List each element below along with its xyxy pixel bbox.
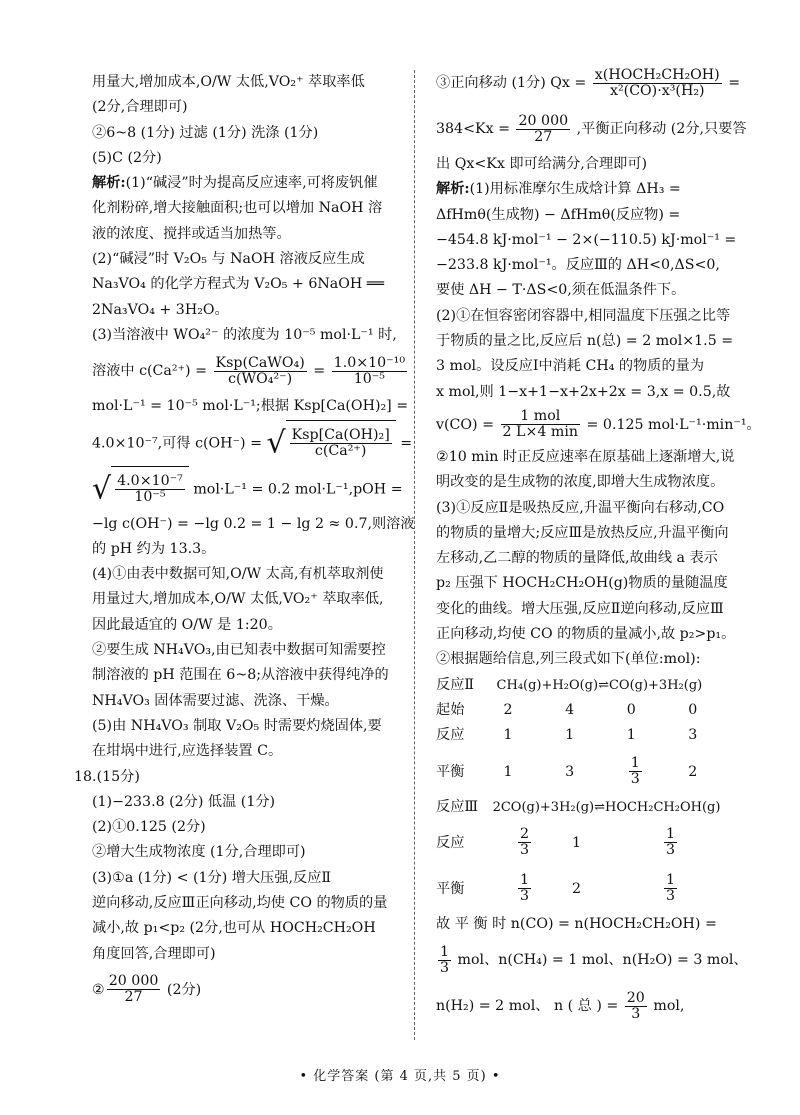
text-line: 减小,故 p₁<p₂ (2分,也可从 HOCH₂CH₂OH	[92, 920, 376, 937]
text-line: ②增大生成物浓度 (1分,合理即可)	[92, 844, 306, 861]
text-line: −233.8 kJ·mol⁻¹。反应Ⅲ的 ΔH<0,ΔS<0,	[436, 257, 720, 274]
text-line: ②10 min 时正反应速率在原基础上逐渐增大,说	[436, 448, 735, 465]
text-line: ΔfHmθ(生成物) − ΔfHmθ(反应物) =	[436, 206, 681, 223]
table-row: 平衡 1 3 $\frac{1}{3}$ 2	[436, 755, 698, 788]
text-line: 明改变的是生成物的浓度,即增大生成物浓度。	[436, 474, 725, 491]
fraction: $\frac{1}{3}$	[630, 755, 640, 788]
formula-line: ② $\frac{20 000}{27}$ (2分)	[92, 973, 202, 1006]
text-line: 变化的曲线。增大压强,反应Ⅱ逆向移动,反应Ⅲ	[436, 600, 724, 617]
fraction: $\frac{2}{3}$	[520, 826, 530, 859]
text-line: ②要生成 NH₄VO₃,由已知表中数据可知需要控	[92, 642, 386, 659]
text-line: (2分,合理即可)	[92, 99, 188, 116]
text-line: (3)①反应Ⅱ是吸热反应,升温平衡向右移动,CO	[436, 499, 725, 516]
text-line: 角度回答,合理即可)	[92, 945, 216, 962]
text-line: (4)①由表中数据可知,O/W 太高,有机萃取剂使	[92, 566, 384, 583]
fraction: $\frac{1}{3}$	[666, 826, 676, 859]
fraction: $\frac{\text{Ksp[Ca(OH)₂]}}{\text{c(Ca²⁺)}}$	[291, 427, 390, 460]
reaction-ii-header	[436, 673, 728, 698]
table-row: 反应 $\frac{2}{3}$ 1 $\frac{1}{3}$	[436, 826, 676, 859]
text-line: (1)−233.8 (2分) 低温 (1分)	[92, 793, 276, 810]
formula-line: √ $\frac{\text{4.0×10⁻⁷}}{\text{10⁻⁵}}$ mol·L⁻¹ = 0.2 mol·L⁻¹,pOH =	[92, 466, 397, 512]
formula-line: n(H₂) = 2 mol、 n ( 总 ) = $\frac{20}{3}$ mol,	[436, 989, 685, 1022]
column-divider	[414, 70, 415, 1040]
analysis-label: 解析:	[92, 175, 126, 192]
fraction: $\frac{20 000}{27}$	[518, 112, 569, 145]
text-line: 故 平 衡 时 n(CO) = n(HOCH₂CH₂OH) =	[436, 915, 717, 932]
text-line: (3)当溶液中 WO₄²⁻ 的浓度为 10⁻⁵ mol·L⁻¹ 时,	[92, 326, 397, 343]
sqrt-icon: √	[92, 471, 112, 507]
text-line: ②根据题给信息,列三段式如下(单位:mol):	[436, 651, 701, 668]
text-line: mol·L⁻¹ = 10⁻⁵ mol·L⁻¹;根据 Ksp[Ca(OH)₂] =	[92, 398, 409, 415]
reaction-equation: CH₄(g)+H₂O(g)⇌CO(g)+3H₂(g)	[496, 677, 703, 693]
reaction-iii-header	[436, 795, 728, 820]
page-footer: • 化学答案 (第 4 页,共 5 页) •	[299, 1069, 501, 1084]
fraction: $\frac{\text{1 mol}}{2 L\times 4 \min}$	[502, 408, 579, 441]
fraction: $\frac{1}{3}$	[520, 872, 530, 905]
table-row: 起始 2 4 0 0	[436, 701, 698, 718]
text-line: (5)由 NH₄VO₃ 制取 V₂O₅ 时需要灼烧固体,要	[92, 717, 382, 734]
analysis-line: 解析:(1)用标准摩尔生成焓计算 ΔH₃ =	[436, 181, 681, 198]
right-column	[436, 66, 761, 1029]
text-line: (2)①在恒容密闭容器中,相同温度下压强之比等	[436, 307, 731, 324]
formula-line: v(CO) = $\frac{\text{1 mol}}{2 L\times 4 \min}$ = 0.125 mol·L⁻¹·min⁻¹。	[436, 408, 761, 441]
text-line: 2Na₃VO₄ + 3H₂O。	[92, 301, 229, 318]
left-column	[74, 70, 415, 1013]
text-line: 3 mol。设反应Ⅰ中消耗 CH₄ 的物质的量为	[436, 358, 705, 375]
fraction: $\frac{\text{1.0×10⁻¹⁰}}{\text{10⁻⁵}}$	[333, 354, 406, 387]
fraction: $\frac{\text{4.0×10⁻⁷}}{\text{10⁻⁵}}$	[117, 473, 183, 506]
formula-line: 溶液中 c(Ca²⁺) = $\frac{\text{Ksp(CaWO₄)}}{\text{c(WO₄²⁻)}}$ = $\frac{\text{1.0×10⁻¹⁰}}{\text{10⁻⁵}}$	[92, 354, 406, 387]
text-line: 用量大,增加成本,O/W 太低,VO₂⁺ 萃取率低	[92, 74, 365, 90]
text-line: 化剂粉碎,增大接触面积;也可以增加 NaOH 溶	[92, 200, 383, 217]
text-line: (2)①0.125 (2分)	[92, 819, 206, 836]
fraction: $\frac{\text{Ksp(CaWO₄)}}{\text{c(WO₄²⁻)}}$	[215, 354, 305, 387]
analysis-label: 解析:	[436, 181, 470, 198]
text-line: (2)“碱浸”时 V₂O₅ 与 NaOH 溶液反应生成	[92, 251, 365, 268]
text-line: 因此最适宜的 O/W 是 1:20。	[92, 616, 282, 633]
fraction: $\frac{1}{3}$	[440, 943, 450, 976]
text-line: NH₄VO₃ 固体需要过滤、洗涤、干燥。	[92, 692, 339, 709]
text-line: 出 Qx<Kx 即可给满分,合理即可)	[436, 156, 648, 172]
fraction: $\frac{1}{3}$	[666, 872, 676, 905]
fraction: $\frac{20 000}{27}$	[108, 973, 159, 1006]
text-line: 液的浓度、搅拌或适当加热等。	[92, 225, 291, 242]
text-line: Na₃VO₄ 的化学方程式为 V₂O₅ + 6NaOH ══	[92, 276, 384, 293]
text-line: x mol,则 1−x+1−x+2x+2x = 3,x = 0.5,故	[436, 383, 731, 400]
table-row: 平衡 $\frac{1}{3}$ 2 $\frac{1}{3}$	[436, 872, 676, 905]
sqrt-icon: √	[266, 425, 286, 461]
text-line: −lg c(OH⁻) = −lg 0.2 = 1 − lg 2 ≈ 0.7,则溶液	[92, 515, 415, 532]
formula-line: 384<Kx = $\frac{20 000}{27}$ ,平衡正向移动 (2分,只要答	[436, 112, 747, 145]
text-line: 在坩埚中进行,应选择装置 C。	[92, 743, 283, 760]
fraction: $\frac{\text{x(HOCH₂CH₂OH)}}{\text{x²(CO)·x³(H₂)}}$	[594, 66, 720, 99]
question-number: 18.(15分)	[74, 768, 140, 785]
text-line: 要使 ΔH − T·ΔS<0,须在低温条件下。	[436, 282, 686, 299]
text-line: p₂ 压强下 HOCH₂CH₂OH(g)物质的量随温度	[436, 575, 728, 592]
text-line: 用量过大,增加成本,O/W 太低,VO₂⁺ 萃取率低,	[92, 591, 384, 608]
reaction-equation: 2CO(g)+3H₂(g)⇌HOCH₂CH₂OH(g)	[492, 799, 721, 815]
text-line: (5)C (2分)	[92, 149, 162, 166]
text-line: 正向移动,均使 CO 的物质的量减小,故 p₂>p₁。	[436, 626, 736, 643]
text-line: 于物质的量之比,反应后 n(总) = 2 mol×1.5 =	[436, 333, 734, 350]
reaction-label: 反应Ⅲ	[436, 798, 479, 815]
formula-line: $\frac{1}{3}$ mol、n(CH₄) = 1 mol、n(H₂O) = 3 mol、	[440, 943, 748, 976]
reaction-label: 反应Ⅱ	[436, 676, 475, 693]
analysis-line: 解析:(1)“碱浸”时为提高反应速率,可将废钒催	[92, 175, 378, 192]
table-row: 反应 1 1 1 3	[436, 727, 698, 744]
text-line: 的物质的量增大;反应Ⅲ是放热反应,升温平衡向	[436, 524, 729, 541]
text-line: (3)①a (1分) < (1分) 增大压强,反应Ⅱ	[92, 869, 332, 886]
text-line: 的 pH 约为 13.3。	[92, 540, 216, 557]
text-line: −454.8 kJ·mol⁻¹ − 2×(−110.5) kJ·mol⁻¹ =	[436, 231, 737, 248]
text-line: 左移动,乙二醇的物质的量降低,故曲线 a 表示	[436, 550, 718, 567]
text-line: 制溶液的 pH 范围在 6~8;从溶液中获得纯净的	[92, 667, 389, 684]
formula-line: ③正向移动 (1分) Qx = $\frac{\text{x(HOCH₂CH₂OH)}}{\text{x²(CO)·x³(H₂)}}$ =	[436, 66, 741, 99]
fraction: $\frac{20}{3}$	[626, 989, 645, 1022]
text-line: ②6~8 (1分) 过滤 (1分) 洗涤 (1分)	[92, 124, 319, 141]
formula-line: 4.0×10⁻⁷,可得 c(OH⁻) = √ $\frac{\text{Ksp[Ca(OH)₂]}}{\text{c(Ca²⁺)}}$ =	[92, 420, 397, 466]
text-line: 逆向移动,反应Ⅲ正向移动,均使 CO 的物质的量	[92, 895, 388, 912]
